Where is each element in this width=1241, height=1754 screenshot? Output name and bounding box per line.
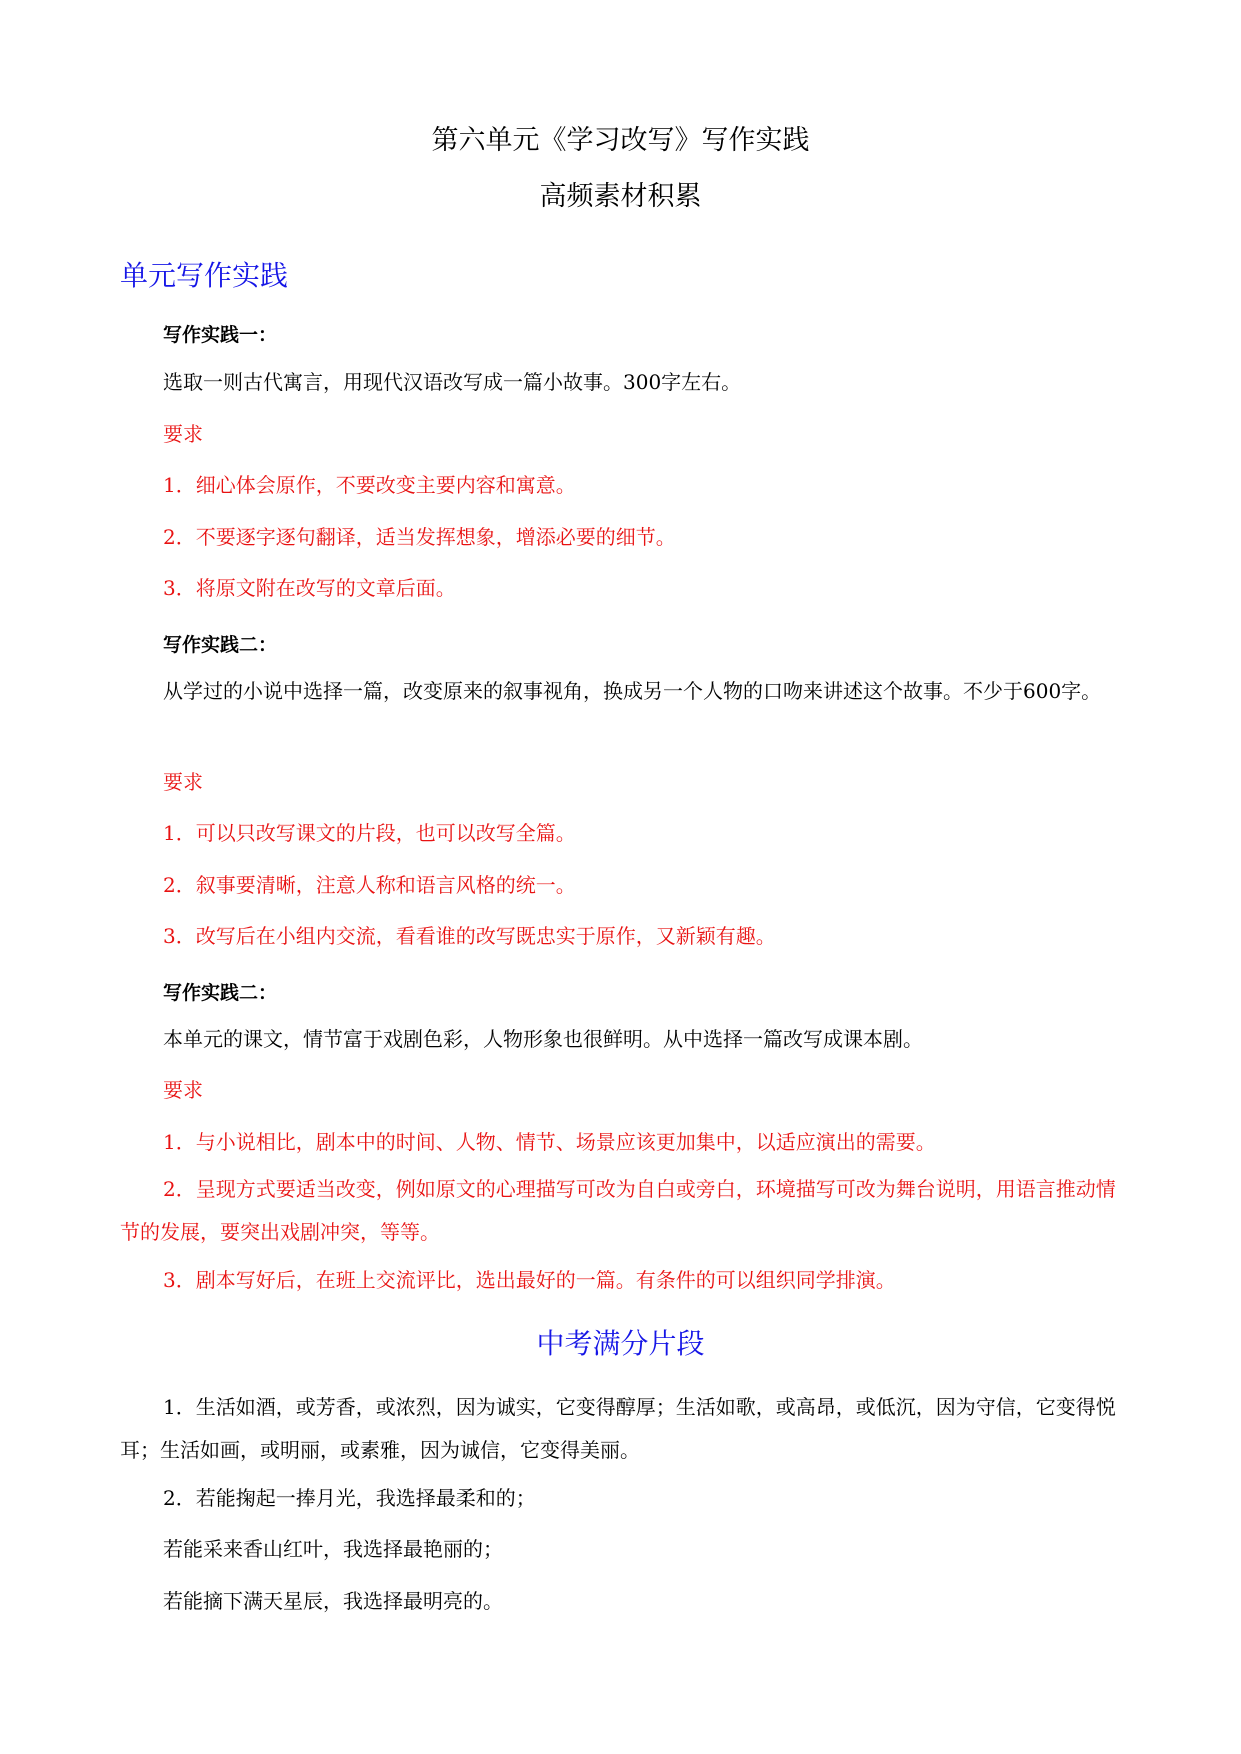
practice-3-req-1: 1．与小说相比，剧本中的时间、人物、情节、场景应该更加集中，以适应演出的需要。 [163,1130,936,1154]
practice-3-req-2: 2．呈现方式要适当改变，例如原文的心理描写可改为自白或旁白，环境描写可改为舞台说明，用语言推动情节的发展，要突出戏剧冲突，等等。 [120,1177,1116,1244]
practice-2-req-label: 要求 [163,770,203,794]
practice-2-heading: 写作实践二： [163,634,278,656]
practice-3-req-3: 3．剧本写好后，在班上交流评比，选出最好的一篇。有条件的可以组织同学排演。 [163,1268,896,1292]
excerpt-2-line-2: 若能采来香山红叶，我选择最艳丽的； [163,1537,503,1561]
document-title: 第六单元《学习改写》写作实践 [431,125,810,156]
practice-1-req-label: 要求 [163,422,203,446]
practice-1-heading: 写作实践一： [163,324,278,346]
excerpt-1: 1．生活如酒，或芳香，或浓烈，因为诚实，它变得醇厚；生活如歌，或高昂，或低沉，因为守信，它变得悦耳；生活如画，或明丽，或素雅，因为诚信，它变得美丽。 [120,1395,1116,1462]
practice-2-req-3: 3．改写后在小组内交流，看看谁的改写既忠实于原作，又新颖有趣。 [163,924,776,948]
practice-1-req-1: 1．细心体会原作，不要改变主要内容和寓意。 [163,473,576,497]
practice-1-req-3: 3．将原文附在改写的文章后面。 [163,576,456,600]
section-heading-unit-practice: 单元写作实践 [120,259,289,292]
practice-2-prompt: 从学过的小说中选择一篇，改变原来的叙事视角，换成另一个人物的口吻来讲述这个故事。不少于600字。 [163,679,1102,703]
practice-2-req-2: 2．叙事要清晰，注意人称和语言风格的统一。 [163,873,576,897]
section-heading-excerpts: 中考满分片段 [536,1327,705,1360]
excerpt-2-line-3: 若能摘下满天星辰，我选择最明亮的。 [163,1589,503,1613]
practice-2-req-1: 1．可以只改写课文的片段，也可以改写全篇。 [163,821,576,845]
practice-3-req-label: 要求 [163,1078,203,1102]
excerpt-2: 2．若能掬起一捧月光，我选择最柔和的； [163,1486,536,1510]
practice-3-prompt: 本单元的课文，情节富于戏剧色彩，人物形象也很鲜明。从中选择一篇改写成课本剧。 [163,1027,923,1051]
practice-1-prompt: 选取一则古代寓言，用现代汉语改写成一篇小故事。300字左右。 [163,370,742,394]
practice-3-heading: 写作实践二： [163,982,278,1004]
practice-1-req-2: 2．不要逐字逐句翻译，适当发挥想象，增添必要的细节。 [163,525,676,549]
document-subtitle: 高频素材积累 [539,181,702,212]
